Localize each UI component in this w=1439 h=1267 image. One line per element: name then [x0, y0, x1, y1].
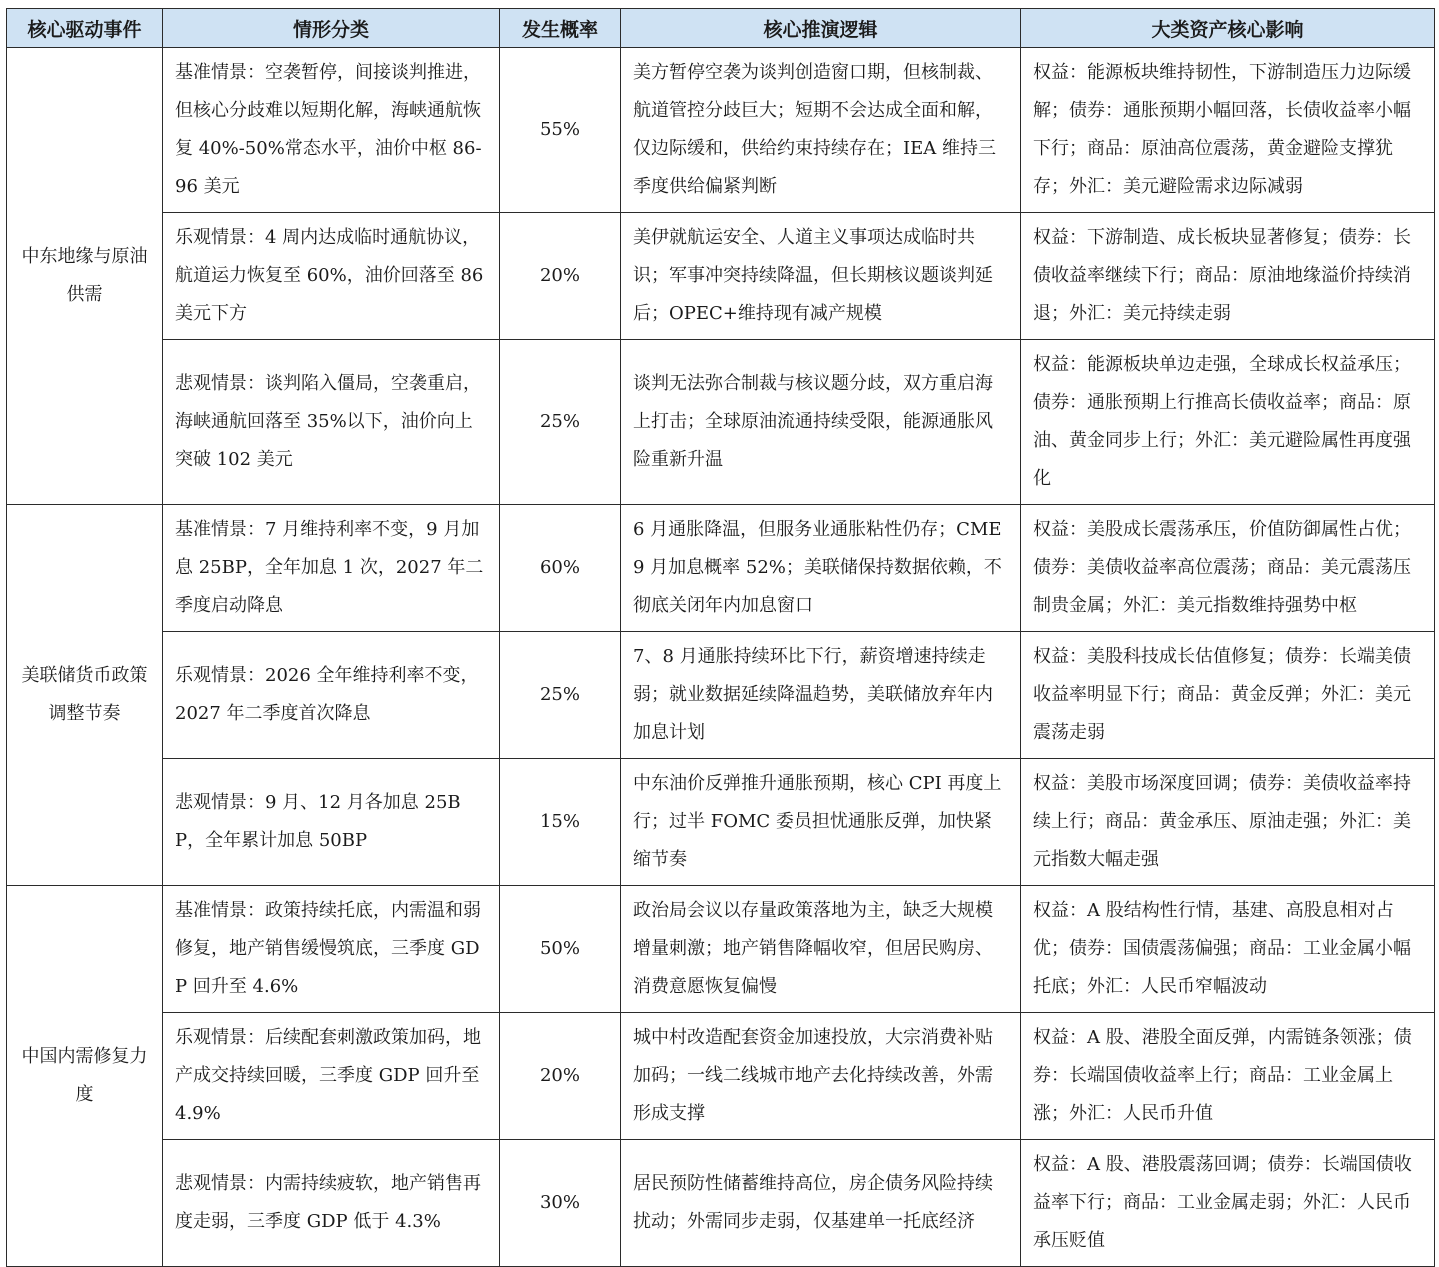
probability-cell: 20%: [500, 213, 621, 340]
table-row: [7, 886, 1435, 1013]
logic-cell: 美伊就航运安全、人道主义事项达成临时共识；军事冲突持续降温，但长期核议题谈判延后；OPEC+维持现有减产规模: [621, 213, 1021, 340]
table-row: [7, 48, 1435, 213]
impact-cell: 权益：A 股、港股全面反弹，内需链条领涨；债券：长端国债收益率上行；商品：工业金属上涨；外汇：人民币升值: [1021, 1013, 1435, 1140]
scenario-cell: 乐观情景：4 周内达成临时通航协议，航道运力恢复至 60%，油价回落至 86 美元下方: [163, 213, 500, 340]
logic-cell: 中东油价反弹推升通胀预期，核心 CPI 再度上行；过半 FOMC 委员担忧通胀反弹，加快紧缩节奏: [621, 759, 1021, 886]
scenario-cell: 悲观情景：9 月、12 月各加息 25BP，全年累计加息 50BP: [163, 759, 500, 886]
impact-cell: 权益：美股科技成长估值修复；债券：长端美债收益率明显下行；商品：黄金反弹；外汇：美元震荡走弱: [1021, 632, 1435, 759]
table-row: [7, 1140, 1435, 1267]
table-row: [7, 340, 1435, 505]
scenario-cell: 乐观情景：后续配套刺激政策加码，地产成交持续回暖，三季度 GDP 回升至 4.9%: [163, 1013, 500, 1140]
scenario-cell: 基准情景：7 月维持利率不变，9 月加息 25BP，全年加息 1 次，2027 年二季度启动降息: [163, 505, 500, 632]
scenario-cell: 基准情景：空袭暂停，间接谈判推进，但核心分歧难以短期化解，海峡通航恢复 40%-50%常态水平，油价中枢 86-96 美元: [163, 48, 500, 213]
logic-cell: 美方暂停空袭为谈判创造窗口期，但核制裁、航道管控分歧巨大；短期不会达成全面和解，仅边际缓和，供给约束持续存在；IEA 维持三季度供给偏紧判断: [621, 48, 1021, 213]
scenario-cell: 悲观情景：内需持续疲软，地产销售再度走弱，三季度 GDP 低于 4.3%: [163, 1140, 500, 1267]
impact-cell: 权益：下游制造、成长板块显著修复；债券：长债收益率继续下行；商品：原油地缘溢价持续消退；外汇：美元持续走弱: [1021, 213, 1435, 340]
probability-cell: 60%: [500, 505, 621, 632]
impact-cell: 权益：A 股、港股震荡回调；债券：长端国债收益率下行；商品：工业金属走弱；外汇：人民币承压贬值: [1021, 1140, 1435, 1267]
logic-cell: 7、8 月通胀持续环比下行，薪资增速持续走弱；就业数据延续降温趋势，美联储放弃年内加息计划: [621, 632, 1021, 759]
scenario-cell: 悲观情景：谈判陷入僵局，空袭重启，海峡通航回落至 35%以下，油价向上突破 102 美元: [163, 340, 500, 505]
header-impact: 大类资产核心影响: [1021, 9, 1435, 48]
probability-cell: 25%: [500, 340, 621, 505]
logic-cell: 居民预防性储蓄维持高位，房企债务风险持续扰动；外需同步走弱，仅基建单一托底经济: [621, 1140, 1021, 1267]
table-row: [7, 1013, 1435, 1140]
driver-event-cell: 中国内需修复力度: [7, 886, 163, 1267]
logic-cell: 6 月通胀降温，但服务业通胀粘性仍存；CME9 月加息概率 52%；美联储保持数据依赖，不彻底关闭年内加息窗口: [621, 505, 1021, 632]
header-logic: 核心推演逻辑: [621, 9, 1021, 48]
impact-cell: 权益：美股市场深度回调；债券：美债收益率持续上行；商品：黄金承压、原油走强；外汇：美元指数大幅走强: [1021, 759, 1435, 886]
impact-cell: 权益：A 股结构性行情，基建、高股息相对占优；债券：国债震荡偏强；商品：工业金属小幅托底；外汇：人民币窄幅波动: [1021, 886, 1435, 1013]
table-row: [7, 213, 1435, 340]
logic-cell: 政治局会议以存量政策落地为主，缺乏大规模增量刺激；地产销售降幅收窄，但居民购房、消费意愿恢复偏慢: [621, 886, 1021, 1013]
table-row: [7, 632, 1435, 759]
header-event: 核心驱动事件: [7, 9, 163, 48]
impact-cell: 权益：能源板块维持韧性，下游制造压力边际缓解；债券：通胀预期小幅回落，长债收益率小幅下行；商品：原油高位震荡，黄金避险支撑犹存；外汇：美元避险需求边际减弱: [1021, 48, 1435, 213]
table-row: [7, 759, 1435, 886]
probability-cell: 55%: [500, 48, 621, 213]
table-row: [7, 505, 1435, 632]
probability-cell: 50%: [500, 886, 621, 1013]
header-row: [7, 9, 1435, 48]
probability-cell: 25%: [500, 632, 621, 759]
probability-cell: 30%: [500, 1140, 621, 1267]
driver-event-cell: 美联储货币政策调整节奏: [7, 505, 163, 886]
scenario-table: [6, 8, 1435, 1267]
probability-cell: 20%: [500, 1013, 621, 1140]
impact-cell: 权益：能源板块单边走强，全球成长权益承压；债券：通胀预期上行推高长债收益率；商品：原油、黄金同步上行；外汇：美元避险属性再度强化: [1021, 340, 1435, 505]
header-scenario: 情形分类: [163, 9, 500, 48]
scenario-cell: 乐观情景：2026 全年维持利率不变，2027 年二季度首次降息: [163, 632, 500, 759]
impact-cell: 权益：美股成长震荡承压，价值防御属性占优；债券：美债收益率高位震荡；商品：美元震荡压制贵金属；外汇：美元指数维持强势中枢: [1021, 505, 1435, 632]
probability-cell: 15%: [500, 759, 621, 886]
driver-event-cell: 中东地缘与原油供需: [7, 48, 163, 505]
logic-cell: 城中村改造配套资金加速投放，大宗消费补贴加码；一线二线城市地产去化持续改善，外需形成支撑: [621, 1013, 1021, 1140]
header-probability: 发生概率: [500, 9, 621, 48]
scenario-cell: 基准情景：政策持续托底，内需温和弱修复，地产销售缓慢筑底，三季度 GDP 回升至 4.6%: [163, 886, 500, 1013]
logic-cell: 谈判无法弥合制裁与核议题分歧，双方重启海上打击；全球原油流通持续受限，能源通胀风险重新升温: [621, 340, 1021, 505]
